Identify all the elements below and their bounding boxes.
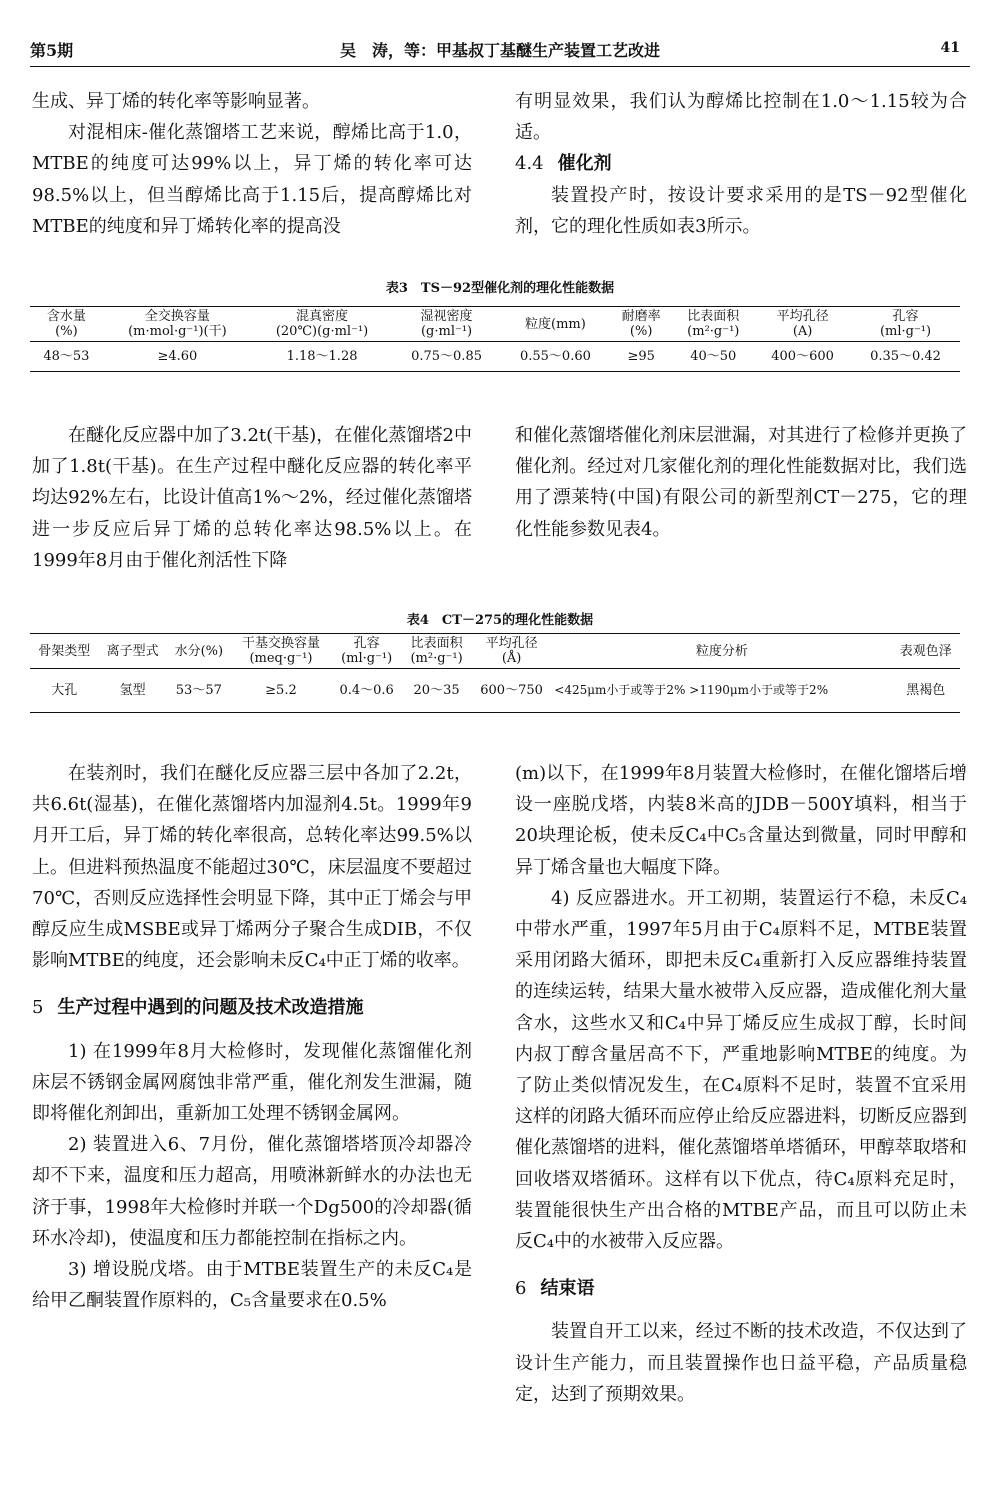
- column-header: 孔容 (ml·g⁻¹): [341, 636, 393, 666]
- issue-number: 第5期: [30, 41, 74, 60]
- column-header: 比表面积 (m²·g⁻¹): [687, 309, 740, 339]
- paragraph: 装置投产时，按设计要求采用的是TS－92型催化剂，它的理化性质如表3所示。: [515, 184, 967, 237]
- section-heading-4-4: [515, 148, 967, 179]
- section-heading-6: [515, 1273, 967, 1304]
- column-header: 干基交换容量 (meq·g⁻¹): [241, 636, 320, 666]
- column-header: 全交换容量 (m·mol·g⁻¹)(干): [128, 309, 227, 339]
- column-header: 粒度分析: [695, 643, 748, 659]
- table-cell: 600～750: [480, 683, 543, 698]
- bottom-right-column: [515, 758, 967, 1410]
- top-left-column: [32, 86, 472, 242]
- particle-line: <425μm小于或等于2%: [554, 683, 686, 697]
- table-cell: 400～600: [771, 349, 834, 364]
- paragraph: 在醚化反应器中加了3.2t(干基)，在催化蒸馏塔2中加了1.8t(干基)。在生产过程中醚化反应器的转化率平均达92%左右，比设计值高1%～2%，经过催化蒸馏塔进一步反应后异丁烯的总转化率达98.5%以上。在1999年8月由于催化剂活性下降: [32, 425, 472, 571]
- table-cell: ≥95: [627, 349, 655, 364]
- table-cell: ≥4.60: [157, 349, 198, 364]
- table-cell: 黑褐色: [906, 683, 946, 698]
- paragraph: 3) 增设脱戊塔。由于MTBE装置生产的未反C₄是给甲乙酮装置作原料的，C₅含量要求在0.5%: [32, 1259, 472, 1312]
- table-row: [30, 342, 960, 372]
- paragraph: 1) 在1999年8月大检修时，发现催化蒸馏催化剂床层不锈钢金属网腐蚀非常严重，催化剂发生泄漏，随即将催化剂卸出，重新加工处理不锈钢金属网。: [32, 1040, 472, 1125]
- column-header: 孔容 (ml·g⁻¹): [879, 309, 932, 339]
- section-number: 5: [32, 997, 44, 1019]
- top-right-column: [515, 86, 967, 242]
- column-header: 平均孔径 (Å): [485, 636, 538, 666]
- paragraph: 有明显效果，我们认为醇烯比控制在1.0～1.15较为合适。: [515, 91, 967, 144]
- table-header-row: [30, 307, 960, 342]
- column-header: 比表面积 (m²·g⁻¹): [410, 636, 463, 666]
- table-cell: 大孔: [51, 683, 78, 698]
- table-cell: 1.18～1.28: [286, 349, 358, 364]
- paragraph: 在装剂时，我们在醚化反应器三层中各加了2.2t，共6.6t(湿基)，在催化蒸馏塔内加湿剂4.5t。1999年9月开工后，异丁烯的转化率很高，总转化率达99.5%以上。但进料预热温度不能超过30℃，床层温度不要超过70℃，否则反应选择性会明显下降，其中正丁烯会与甲醇反应生成MSBE或异丁烯两分子聚合生成DIB，不仅影响MTBE的纯度，还会影响未反C₄中正丁烯的收率。: [32, 763, 472, 972]
- column-header: 耐磨率 (%): [621, 309, 661, 339]
- column-header: 水分(%): [174, 643, 224, 659]
- table-cell: 0.55～0.60: [519, 349, 591, 364]
- table-3: [30, 306, 960, 372]
- column-header: 混真密度 (20℃)(g·ml⁻¹): [275, 309, 369, 339]
- table-header-row: [30, 634, 960, 669]
- table-cell: 40～50: [690, 349, 737, 364]
- page-number: 41: [940, 40, 960, 56]
- middle-right-column: [515, 420, 967, 545]
- table-4-caption: 表4 CT－275的理化性能数据: [406, 613, 594, 628]
- paragraph: 装置自开工以来，经过不断的技术改造，不仅达到了设计生产能力，而且装置操作也日益平稳，产品质量稳定，达到了预期效果。: [515, 1321, 967, 1405]
- table-4: [30, 633, 960, 713]
- table-cell: 20～35: [413, 683, 460, 698]
- table-cell: 0.4～0.6: [339, 683, 394, 698]
- running-header: [30, 38, 970, 62]
- section-title: 催化剂: [557, 153, 612, 175]
- paragraph: 和催化蒸馏塔催化剂床层泄漏，对其进行了检修并更换了催化剂。经过对几家催化剂的理化性能数据对比，我们选用了漂莱特(中国)有限公司的新型剂CT－275，它的理化性能参数见表4。: [515, 425, 967, 540]
- table-3-caption: 表3 TS－92型催化剂的理化性能数据: [385, 281, 615, 296]
- table-cell-particle-analysis: [552, 669, 891, 713]
- paragraph: 生成、异丁烯的转化率等影响显著。: [32, 91, 320, 112]
- paragraph: 对混相床-催化蒸馏塔工艺来说，醇烯比高于1.0，MTBE的纯度可达99%以上，异丁烯的转化率可达98.5%以上，但当醇烯比高于1.15后，提高醇烯比对MTBE的纯度和异丁烯转化率的提高没: [32, 122, 472, 237]
- column-header: 骨架类型: [38, 643, 91, 659]
- column-header: 湿视密度 (g·ml⁻¹): [420, 309, 473, 339]
- running-title: 吴 涛，等：甲基叔丁基醚生产装置工艺改进: [339, 41, 660, 60]
- bottom-left-column: [32, 758, 472, 1316]
- section-number: 4.4: [515, 153, 544, 175]
- column-header: 粒度(mm): [525, 316, 586, 332]
- header-rule: [30, 66, 970, 67]
- section-title: 结束语: [540, 1278, 595, 1300]
- table-cell: 0.35～0.42: [870, 349, 941, 364]
- section-number: 6: [515, 1278, 527, 1300]
- table-cell: 53～57: [175, 683, 222, 698]
- table-cell: 氢型: [119, 683, 146, 698]
- paragraph: 2) 装置进入6、7月份，催化蒸馏塔塔顶冷却器冷却不下来，温度和压力超高，用喷淋新鲜水的办法也无济于事，1998年大检修时并联一个Dg500的冷却器(循环水冷却)，使温度和压力都能控制在指标之内。: [32, 1134, 472, 1249]
- column-header: 离子型式: [106, 643, 159, 659]
- particle-line: >1190μm小于或等于2%: [689, 683, 829, 697]
- column-header: 表观色泽: [899, 643, 952, 659]
- paragraph: (m)以下，在1999年8月装置大检修时，在催化馏塔后增设一座脱戊塔，内装8米高的JDB－500Y填料，相当于20块理论板，使未反C₄中C₅含量达到微量，同时甲醇和异丁烯含量也大幅度下降。: [515, 763, 967, 878]
- section-heading-5: [32, 992, 472, 1023]
- table-cell: ≥5.2: [265, 683, 297, 698]
- section-title: 生产过程中遇到的问题及技术改造措施: [57, 997, 364, 1019]
- table-cell: 48～53: [43, 349, 90, 364]
- paragraph: 4) 反应器进水。开工初期，装置运行不稳，未反C₄中带水严重，1997年5月由于C₄原料不足，MTBE装置采用闭路大循环，即把未反C₄重新打入反应器维持装置的连续运转，结果大量水被带入反应器，造成催化剂大量含水，这些水又和C₄中异丁烯反应生成叔丁醇，长时间内叔丁醇含量居高不下，严重地影响MTBE的纯度。为了防止类似情况发生，在C₄原料不足时，装置不宜采用这样的闭路大循环而应停止给反应器进料，切断反应器到催化蒸馏塔的进料，催化蒸馏塔单塔循环，甲醇萃取塔和回收塔双塔循环。这样有以下优点，待C₄原料充足时，装置能很快生产出合格的MTBE产品，而且可以防止未反C₄中的水被带入反应器。: [515, 887, 967, 1253]
- table-cell: 0.75～0.85: [411, 349, 482, 364]
- table-row: [30, 669, 960, 713]
- column-header: 含水量 (%): [46, 309, 86, 339]
- middle-left-column: [32, 420, 472, 576]
- column-header: 平均孔径 (A): [776, 309, 829, 339]
